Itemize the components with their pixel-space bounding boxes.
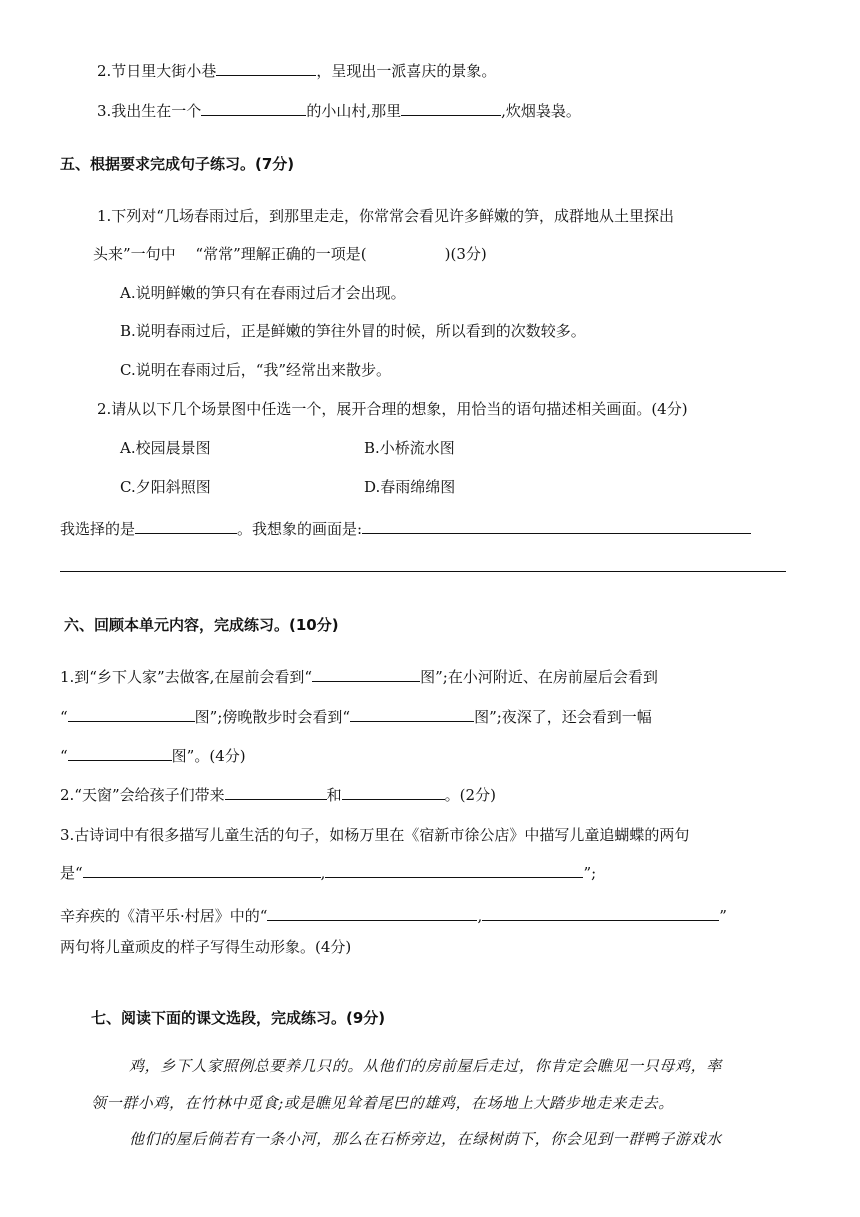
q6-3-l2-post: ”;	[583, 864, 597, 882]
q4-3-post: ,炊烟袅袅。	[501, 102, 581, 120]
q6-2-line	[60, 784, 496, 805]
q5-1-line2-post: )(3分)	[444, 245, 487, 263]
q6-3-line4: 两句将儿童顽皮的样子写得生动形象。(4分)	[60, 938, 352, 956]
answer-mid: 。我想象的画面是:	[237, 520, 363, 538]
q4-2-line	[97, 60, 496, 81]
answer-blank[interactable]	[267, 905, 477, 921]
q4-3-mid: 的小山村,那里	[306, 102, 402, 120]
answer-blank[interactable]	[312, 666, 420, 682]
answer-blank[interactable]	[482, 905, 719, 921]
q6-1-l3-post: 图”。(4分)	[171, 747, 246, 765]
answer-blank[interactable]	[68, 706, 195, 722]
q6-2-pre: 2.“天窗”会给孩子们带来	[60, 786, 225, 804]
q4-2-post: ，呈现出一派喜庆的景象。	[316, 62, 497, 80]
scene-c: C.夕阳斜照图	[120, 478, 211, 496]
q6-3-line2	[60, 862, 596, 883]
q6-3-l3-post: ”	[719, 907, 727, 925]
q6-1-l2-post: 图”;夜深了，还会看到一幅	[474, 708, 652, 726]
answer-blank[interactable]	[362, 518, 751, 534]
scene-b: B.小桥流水图	[364, 439, 455, 457]
answer-blank[interactable]	[135, 518, 237, 534]
q6-1-line3	[60, 745, 246, 766]
answer-blank[interactable]	[216, 60, 316, 76]
q5-1-line1: 1.下列对“几场春雨过后，到那里走走，你常常会看见许多鲜嫩的笋，成群地从土里探出	[97, 207, 674, 225]
option-c: C.说明在春雨过后，“我”经常出来散步。	[120, 361, 392, 379]
q6-1-l3-pre: “	[60, 747, 68, 765]
answer-blank[interactable]	[401, 100, 501, 116]
q6-1-l2-mid: 图”;傍晚散步时会看到“	[194, 708, 351, 726]
q4-2-pre: 2.节日里大街小巷	[97, 62, 217, 80]
answer-blank[interactable]	[83, 862, 321, 878]
q6-3-line1: 3.古诗词中有很多描写儿童生活的句子，如杨万里在《宿新市徐公店》中描写儿童追蝴蝶的两句	[60, 826, 690, 844]
q6-1-l1-post: 图”;在小河附近、在房前屋后会看到	[420, 668, 658, 686]
answer-blank[interactable]	[350, 706, 474, 722]
q4-3-line	[97, 100, 581, 121]
scene-a: A.校园晨景图	[120, 439, 211, 457]
passage-para2-line1: 他们的屋后倘若有一条小河，那么在石桥旁边，在绿树荫下，你会见到一群鸭子游戏水	[129, 1130, 722, 1148]
passage-para1-line1: 鸡，乡下人家照例总要养几只的。从他们的房前屋后走过，你肯定会瞧见一只母鸡，率	[129, 1057, 722, 1075]
q5-1-line2-pre: 头来”一句中 “常常”理解正确的一项是(	[93, 245, 367, 263]
q6-2-post: 。(2分)	[444, 786, 496, 804]
scene-d: D.春雨绵绵图	[364, 478, 456, 496]
option-b: B.说明春雨过后，正是鲜嫩的笋往外冒的时候，所以看到的次数较多。	[120, 322, 586, 340]
q6-3-l2-mid: ,	[320, 864, 326, 882]
section-heading-7: 七、阅读下面的课文选段，完成练习。(9分)	[91, 1009, 386, 1027]
q6-3-l3-mid: ,	[477, 907, 483, 925]
q6-3-l3-pre: 辛弃疾的《清平乐·村居》中的“	[60, 907, 268, 925]
section-heading-6: 六、回顾本单元内容，完成练习。(10分)	[64, 616, 339, 634]
q5-1-line2	[93, 244, 487, 264]
q6-2-mid: 和	[326, 786, 342, 804]
answer-blank[interactable]	[225, 784, 327, 800]
q5-2-text: 2.请从以下几个场景图中任选一个，展开合理的想象，用恰当的语句描述相关画面。(4分)	[97, 400, 688, 418]
q5-2-answer-line	[60, 518, 751, 539]
q6-1-line1	[60, 666, 658, 687]
section-heading-5: 五、根据要求完成句子练习。(7分)	[60, 155, 295, 173]
option-a: A.说明鲜嫩的笋只有在春雨过后才会出现。	[120, 284, 406, 302]
answer-blank[interactable]	[68, 745, 172, 761]
answer-blank[interactable]	[201, 100, 306, 116]
q6-1-line2	[60, 706, 652, 727]
answer-rule[interactable]	[60, 571, 786, 572]
q4-3-pre: 3.我出生在一个	[97, 102, 202, 120]
passage-para1-line2: 领一群小鸡，在竹林中觅食;或是瞧见耸着尾巴的雄鸡，在场地上大踏步地走来走去。	[91, 1094, 674, 1112]
q6-3-line3	[60, 905, 727, 926]
answer-blank[interactable]	[342, 784, 445, 800]
answer-pre: 我选择的是	[60, 520, 136, 538]
answer-blank[interactable]	[325, 862, 583, 878]
q6-1-l1-pre: 1.到“乡下人家”去做客,在屋前会看到“	[60, 668, 313, 686]
q6-3-l2-pre: 是“	[60, 864, 83, 882]
q6-1-l2-pre: “	[60, 708, 68, 726]
